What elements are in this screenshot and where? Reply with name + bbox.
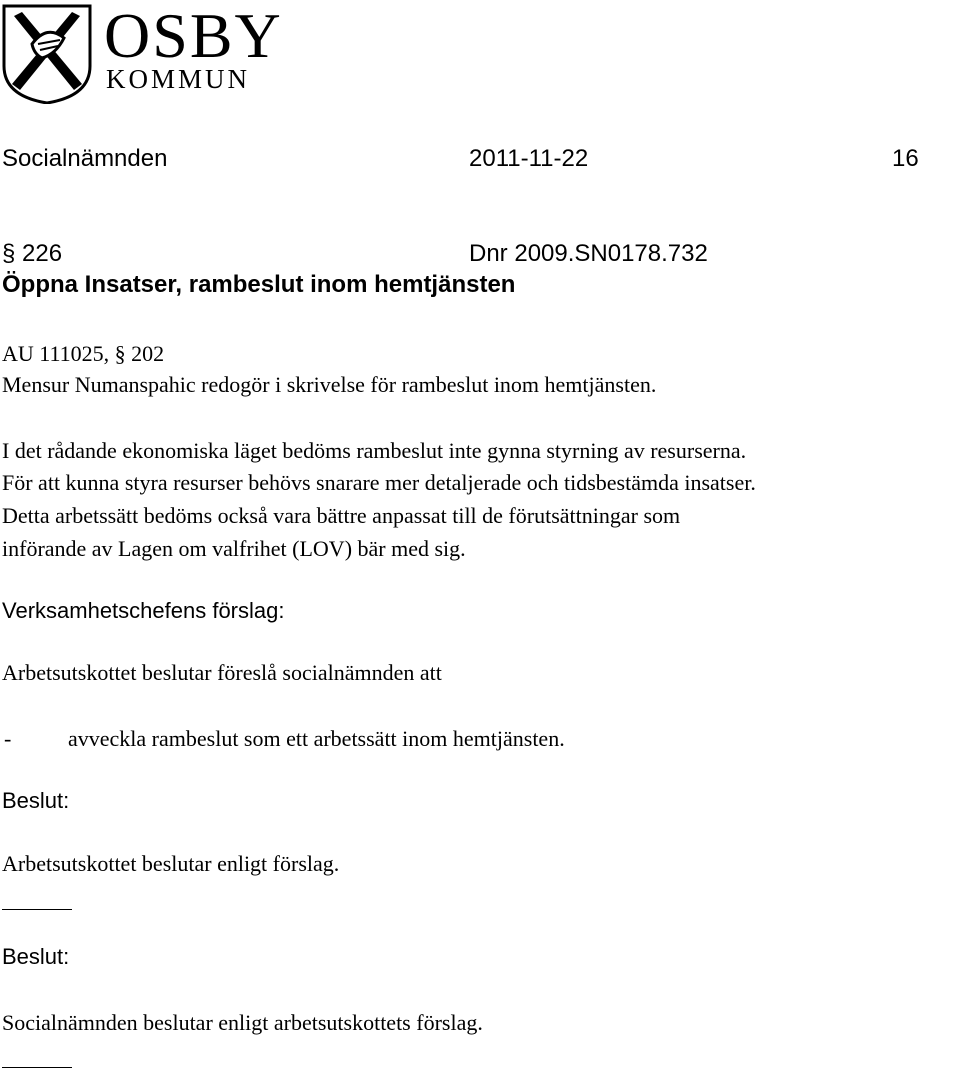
committee-name: Socialnämnden [2,145,168,172]
decision-text: Arbetsutskottet beslutar enligt förslag. [2,851,340,876]
logo-subtitle: KOMMUN [106,64,251,94]
page-number: 16 [892,145,919,172]
divider-line [2,1067,72,1068]
intro-text: Mensur Numanspahic redogör i skrivelse för rambeslut inom hemtjänsten. [2,372,657,397]
proposal-heading: Verksamhetschefens förslag: [2,598,285,623]
proposal-text: Arbetsutskottet beslutar föreslå socialnämnden att [2,660,442,685]
section-number: § 226 [2,240,63,267]
decision-heading: Beslut: [2,788,70,813]
decision-heading: Beslut: [2,944,70,969]
divider-line [2,909,72,910]
paragraph-line: För att kunna styra resurser behövs snarare mer detaljerade och tidsbestämda insatser. [2,470,756,495]
bullet-dash: - [4,726,12,751]
meeting-date: 2011-11-22 [469,145,589,172]
diary-number: Dnr 2009.SN0178.732 [469,240,708,267]
decision-text: Socialnämnden beslutar enligt arbetsutskottets förslag. [2,1010,483,1035]
reference-line: AU 111025, § 202 [2,341,165,366]
case-title: Öppna Insatser, rambeslut inom hemtjänsten [2,271,516,298]
paragraph-line: Detta arbetssätt bedöms också vara bättre anpassat till de förutsättningar som [2,503,681,528]
logo-wordmark: OSBY [104,0,283,71]
paragraph-line: införande av Lagen om valfrihet (LOV) bär med sig. [2,536,466,561]
coat-of-arms-icon [2,4,92,104]
paragraph-line: I det rådande ekonomiska läget bedöms rambeslut inte gynna styrning av resurserna. [2,438,747,463]
bullet-text: avveckla rambeslut som ett arbetssätt inom hemtjänsten. [68,726,565,751]
